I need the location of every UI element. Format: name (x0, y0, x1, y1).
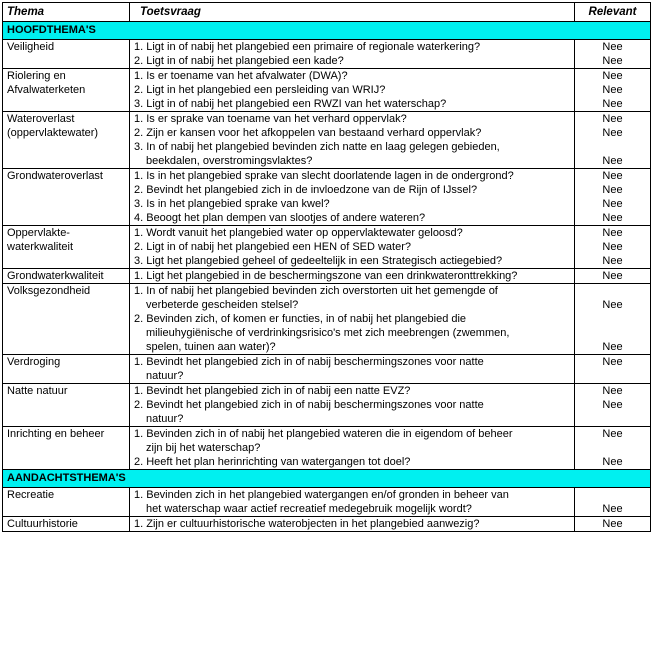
relevant-value: Nee (602, 41, 623, 53)
thema-cell (3, 40, 130, 69)
question: 3. Is in het plangebied sprake van kwel? (134, 198, 330, 210)
question: 1. In of nabij het plangebied bevinden zich overstorten uit het gemengde of (134, 285, 498, 297)
question: 2. Zijn er kansen voor het afkoppelen van bestaand verhard oppervlak? (134, 127, 482, 139)
table-row (3, 226, 651, 269)
question: 2. Ligt in of nabij het plangebied een kade? (134, 55, 344, 67)
relevant-cell (575, 517, 651, 532)
relevant-cell (575, 169, 651, 226)
relevant-value: Nee (602, 198, 623, 210)
question: 1. Is er toename van het afvalwater (DWA)? (134, 70, 348, 82)
relevant-value: Nee (602, 356, 623, 368)
relevant-value: Nee (602, 255, 623, 267)
relevant-value: Nee (602, 127, 623, 139)
header-toetsvraag: Toetsvraag (130, 3, 575, 22)
toetsvraag-cell (130, 269, 575, 284)
section-aandachtsthemas: AANDACHTSTHEMA'S (3, 470, 651, 488)
relevant-value: Nee (602, 227, 623, 239)
question: 4. Beoogt het plan dempen van slootjes of andere wateren? (134, 212, 426, 224)
thema-label: Riolering en (7, 70, 66, 82)
question: 1. Zijn er cultuurhistorische waterobjecten in het plangebied aanwezig? (134, 518, 480, 530)
question: 1. Ligt in of nabij het plangebied een primaire of regionale waterkering? (134, 41, 481, 53)
table-row (3, 427, 651, 470)
question-continuation: verbeterde gescheiden stelsel? (146, 299, 299, 311)
question-continuation: zijn bij het waterschap? (146, 442, 261, 454)
table-row (3, 488, 651, 517)
question: 2. Bevinden zich, of komen er functies, in of nabij het plangebied die (134, 313, 467, 325)
thema-label: Afvalwaterketen (7, 84, 86, 96)
thema-cell (3, 355, 130, 384)
relevant-value: Nee (602, 456, 623, 468)
toetsvraag-cell (130, 517, 575, 532)
thema-label: Grondwateroverlast (7, 170, 103, 182)
toetsvraag-cell (130, 169, 575, 226)
relevant-value: Nee (602, 184, 623, 196)
question-continuation: milieuhygiënische of verdrinkingsrisico's met zich meebrengen (zwemmen, (146, 327, 510, 339)
relevant-cell (575, 284, 651, 355)
thema-cell (3, 112, 130, 169)
question-continuation: natuur? (146, 370, 184, 382)
thema-cell (3, 384, 130, 427)
table-row (3, 384, 651, 427)
question: 2. Heeft het plan herinrichting van watergangen tot doel? (134, 456, 411, 468)
table-row (3, 40, 651, 69)
thema-cell (3, 488, 130, 517)
question: 1. Is in het plangebied sprake van slecht doorlatende lagen in de ondergrond? (134, 170, 514, 182)
question: 2. Ligt in of nabij het plangebied een HEN of SED water? (134, 241, 412, 253)
toetsvraag-cell (130, 40, 575, 69)
spacer (579, 140, 646, 154)
relevant-value: Nee (602, 55, 623, 67)
relevant-value: Nee (602, 270, 623, 282)
toets-table (2, 2, 651, 532)
toetsvraag-cell (130, 284, 575, 355)
table-row (3, 517, 651, 532)
thema-label: Veiligheid (7, 41, 55, 53)
question-continuation: spelen, tuinen aan water)? (146, 341, 276, 353)
relevant-cell (575, 269, 651, 284)
question: 1. Is er sprake van toename van het verhard oppervlak? (134, 113, 407, 125)
table-row (3, 169, 651, 226)
thema-label: Natte natuur (7, 385, 68, 397)
thema-label: Volksgezondheid (7, 285, 91, 297)
thema-cell (3, 284, 130, 355)
relevant-cell (575, 355, 651, 384)
question: 2. Ligt in het plangebied een persleiding van WRIJ? (134, 84, 386, 96)
question-continuation: het waterschap waar actief recreatief medegebruik mogelijk wordt? (146, 503, 472, 515)
relevant-value: Nee (602, 518, 623, 530)
thema-label: Verdroging (7, 356, 61, 368)
relevant-value: Nee (602, 84, 623, 96)
thema-label: Oppervlakte- (7, 227, 70, 239)
thema-cell (3, 69, 130, 112)
relevant-value: Nee (602, 113, 623, 125)
question: 1. Bevindt het plangebied zich in of nabij beschermingszones voor natte (134, 356, 484, 368)
table-row (3, 355, 651, 384)
toetsvraag-cell (130, 112, 575, 169)
relevant-cell (575, 427, 651, 470)
question: 1. Wordt vanuit het plangebied water op oppervlaktewater geloosd? (134, 227, 463, 239)
relevant-cell (575, 384, 651, 427)
header-thema: Thema (3, 3, 130, 22)
relevant-value: Nee (602, 170, 623, 182)
question: 3. Ligt in of nabij het plangebied een RWZI van het waterschap? (134, 98, 447, 110)
table-row (3, 269, 651, 284)
table-row (3, 284, 651, 355)
relevant-value: Nee (602, 399, 623, 411)
question: 1. Bevinden zich in het plangebied watergangen en/of gronden in beheer van (134, 489, 509, 501)
question: 2. Bevindt het plangebied zich in de invloedzone van de Rijn of IJssel? (134, 184, 478, 196)
spacer (579, 441, 646, 455)
relevant-cell (575, 69, 651, 112)
relevant-value: Nee (602, 98, 623, 110)
question: 2. Bevindt het plangebied zich in of nabij beschermingszones voor natte (134, 399, 484, 411)
question-continuation: beekdalen, overstromingsvlaktes? (146, 155, 313, 167)
header-row (3, 3, 651, 22)
relevant-cell (575, 488, 651, 517)
spacer (579, 488, 646, 502)
toetsvraag-cell (130, 384, 575, 427)
question: 3. Ligt het plangebied geheel of gedeeltelijk in een Strategisch actiegebied? (134, 255, 503, 267)
relevant-value: Nee (602, 70, 623, 82)
section-row-hoofdthemas (3, 22, 651, 40)
question-continuation: natuur? (146, 413, 184, 425)
question: 1. Bevinden zich in of nabij het plangebied wateren die in eigendom of beheer (134, 428, 513, 440)
header-relevant: Relevant (575, 3, 651, 22)
relevant-value: Nee (602, 241, 623, 253)
spacer (579, 326, 646, 340)
toetsvraag-cell (130, 69, 575, 112)
relevant-value: Nee (602, 155, 623, 167)
question: 1. Bevindt het plangebied zich in of nabij een natte EVZ? (134, 385, 411, 397)
relevant-cell (575, 112, 651, 169)
spacer (579, 284, 646, 298)
thema-label: Cultuurhistorie (7, 518, 78, 530)
question: 3. In of nabij het plangebied bevinden zich natte en laag gelegen gebieden, (134, 141, 500, 153)
relevant-value: Nee (602, 212, 623, 224)
relevant-value: Nee (602, 341, 623, 353)
thema-label: (oppervlaktewater) (7, 127, 99, 139)
thema-label: Inrichting en beheer (7, 428, 105, 440)
thema-label: Grondwaterkwaliteit (7, 270, 104, 282)
table-row (3, 112, 651, 169)
toetsvraag-cell (130, 355, 575, 384)
relevant-value: Nee (602, 385, 623, 397)
toetsvraag-cell (130, 427, 575, 470)
thema-label: waterkwaliteit (7, 241, 74, 253)
thema-cell (3, 517, 130, 532)
spacer (579, 312, 646, 326)
relevant-value: Nee (602, 299, 623, 311)
thema-label: Wateroverlast (7, 113, 75, 125)
thema-cell (3, 226, 130, 269)
thema-cell (3, 169, 130, 226)
question: 1. Ligt het plangebied in de beschermingszone van een drinkwateronttrekking? (134, 270, 518, 282)
toetsvraag-cell (130, 488, 575, 517)
section-row-aandachtsthemas (3, 470, 651, 488)
relevant-value: Nee (602, 428, 623, 440)
thema-cell (3, 427, 130, 470)
relevant-cell (575, 40, 651, 69)
thema-cell (3, 269, 130, 284)
toetsvraag-cell (130, 226, 575, 269)
relevant-cell (575, 226, 651, 269)
thema-label: Recreatie (7, 489, 55, 501)
relevant-value: Nee (602, 503, 623, 515)
section-hoofdthemas: HOOFDTHEMA'S (3, 22, 651, 40)
table-row (3, 69, 651, 112)
